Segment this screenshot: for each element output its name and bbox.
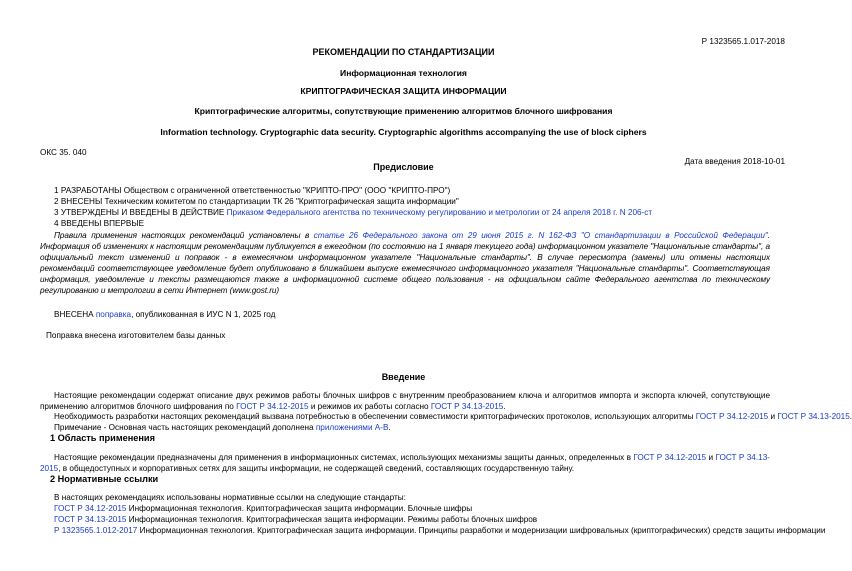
intro-p1-text-c: . <box>503 402 506 411</box>
foreword-item-3 <box>54 208 652 217</box>
amendment-rest: , опубликованная в ИУС N 1, 2025 год <box>131 310 276 319</box>
introduction-date: Дата введения 2018-10-01 <box>684 157 785 166</box>
intro-p2-text-b: и <box>768 412 778 421</box>
normative-reference <box>54 515 537 524</box>
reference-code-link[interactable]: ГОСТ Р 34.12-2015 <box>54 504 127 513</box>
intro-note-text: Примечание - Основная часть настоящих рекомендаций дополнена <box>54 423 316 432</box>
foreword-item-1: 1 РАЗРАБОТАНЫ Обществом с ограниченной ответственностью "КРИПТО-ПРО" (ООО "КРИПТО-ПРО") <box>54 186 451 195</box>
intro-note <box>54 423 391 432</box>
reference-title: Информационная технология. Криптографическая защита информации. Принципы разработки и модернизации шифровальных (криптографических) средств защиты информации <box>137 526 826 535</box>
order-206-link[interactable]: Приказом Федерального агентства по техническому регулированию и метрологии от 24 апреля 2018 г. N 206-ст <box>226 208 653 217</box>
intro-paragraph-2 <box>54 412 852 421</box>
appendices-link[interactable]: приложениями А-В <box>315 423 389 432</box>
document-title-ru: Криптографические алгоритмы, сопутствующие применению алгоритмов блочного шифрования <box>194 106 613 116</box>
foreword-heading: Предисловие <box>373 162 434 172</box>
intro-p2-text-c: . <box>849 412 852 421</box>
gost-34-13-link[interactable]: ГОСТ Р 34.13-2015 <box>430 402 504 411</box>
reference-code-link[interactable]: Р 1323565.1.012-2017 <box>54 526 138 535</box>
oks-code: ОКС 35. 040 <box>40 148 87 157</box>
intro-note-text-b: . <box>388 423 391 432</box>
rules-text-rest: . Информация об изменениях к настоящим рекомендациям публикуется в ежегодном (по состоянию на 1 января текущего года) информационном указателе "Национальные стандарты", а официальный текст изменений и поправок - в ежемесячном информационном указателе "Национальные стандарты". В случае пересмотра (замены) или отмены настоящих рекомендаций соответствующее уведомление будет опубликовано в ближайшем выпуске ежемесячного информационного указателя "Национальные стандарты". Соответствующая информация, уведомление и тексты размещаются также в информационной системе общего пользования - на официальном сайте Федерального агентства по техническому регулированию и метрологии в сети Интернет (www.gost.ru) <box>40 231 770 295</box>
intro-p2-text: Необходимость разработки настоящих рекомендаций вызвана потребностью в обеспечении совместимости криптографических протоколов, использующих алгоритмы <box>54 412 696 421</box>
foreword-item-3-text: 3 УТВЕРЖДЕНЫ И ВВЕДЕНЫ В ДЕЙСТВИЕ <box>54 208 227 217</box>
intro-paragraph-1 <box>40 390 770 412</box>
reference-title: Информационная технология. Криптографическая защита информации. Блочные шифры <box>126 504 473 513</box>
normative-reference <box>54 526 825 535</box>
reference-code-link[interactable]: ГОСТ Р 34.13-2015 <box>54 515 127 524</box>
intro-p1-text: Настоящие рекомендации содержат описание двух режимов работы блочных шифров с внутренним преобразованием ключа и алгоритмов импорта и экспорта ключей, сопутствующие применению алгоритмов блочного шифрования по <box>40 391 770 411</box>
amendment-link[interactable]: поправка <box>95 310 132 319</box>
document-subfield: КРИПТОГРАФИЧЕСКАЯ ЗАЩИТА ИНФОРМАЦИИ <box>300 86 507 96</box>
document-field: Информационная технология <box>340 68 467 78</box>
gost-34-12-link[interactable]: ГОСТ Р 34.12-2015 <box>695 412 769 421</box>
document-type: РЕКОМЕНДАЦИИ ПО СТАНДАРТИЗАЦИИ <box>312 47 495 57</box>
foreword-item-2: 2 ВНЕСЕНЫ Техническим комитетом по стандартизации ТК 26 "Криптографическая защита информации" <box>54 197 459 206</box>
foreword-rules-paragraph <box>40 230 770 296</box>
document-title-en: Information technology. Cryptographic data security. Cryptographic algorithms accompanying the use of block ciphers <box>160 127 647 137</box>
amendment-line <box>54 310 275 319</box>
gost-34-13-link[interactable]: ГОСТ Р 34.13-2015 <box>777 412 850 421</box>
gost-34-13-link[interactable]: ГОСТ Р 34.13-2015 <box>40 453 770 473</box>
section-1-text: Настоящие рекомендации предназначены для применения в информационных системах, использующих механизмы защиты данных, определенных в <box>54 453 634 462</box>
normative-reference <box>54 504 472 513</box>
section-1-text-c: , в общедоступных и корпоративных сетях для защиты информации, не содержащей сведений, составляющих государственную тайну. <box>58 464 575 473</box>
reference-title: Информационная технология. Криптографическая защита информации. Режимы работы блочных шифров <box>126 515 538 524</box>
section-2-heading: 2 Нормативные ссылки <box>50 474 159 484</box>
federal-law-link[interactable]: статье 26 Федерального закона от 29 июня 2015 г. N 162-ФЗ "О стандартизации в Российской Федерации" <box>313 231 768 240</box>
section-2-intro: В настоящих рекомендациях использованы нормативные ссылки на следующие стандарты: <box>54 493 406 502</box>
gost-34-12-link[interactable]: ГОСТ Р 34.12-2015 <box>236 402 309 411</box>
gost-34-12-link[interactable]: ГОСТ Р 34.12-2015 <box>633 453 707 462</box>
section-1-heading: 1 Область применения <box>50 433 155 443</box>
document-code: Р 1323565.1.017-2018 <box>701 37 785 46</box>
section-1-paragraph <box>40 452 770 474</box>
intro-p1-text-b: и режимов их работы согласно <box>308 402 431 411</box>
section-1-text-b: и <box>706 453 716 462</box>
foreword-item-4: 4 ВВЕДЕНЫ ВПЕРВЫЕ <box>54 219 145 228</box>
amendment-prefix: ВНЕСЕНА <box>54 310 96 319</box>
introduction-heading: Введение <box>381 372 426 382</box>
amendment-note: Поправка внесена изготовителем базы данных <box>46 331 226 340</box>
rules-text: Правила применения настоящих рекомендаций установлены в <box>54 231 314 240</box>
